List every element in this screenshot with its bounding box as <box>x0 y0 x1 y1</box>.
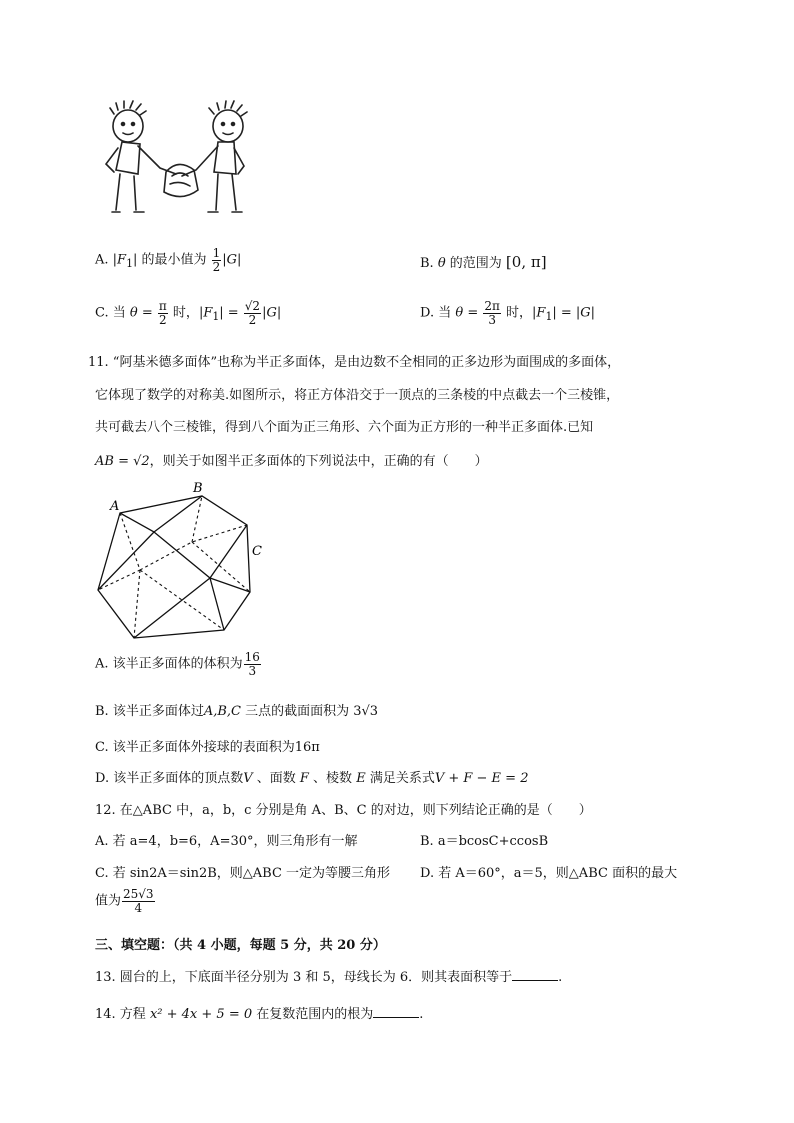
fraction <box>483 300 501 326</box>
q10-option-b <box>420 252 547 271</box>
fraction-denominator: 3 <box>248 663 257 678</box>
option-text: B. 该半正多面体过 <box>95 704 204 719</box>
fraction <box>244 651 261 677</box>
q12-option-b: B. a＝bcosC+ccosB <box>420 834 549 849</box>
math-var-v: V <box>243 771 253 786</box>
q11-prompt-text: ，则关于如图半正多面体的下列说法中，正确的有（ ） <box>149 454 488 469</box>
fraction-numerator: π <box>158 299 167 313</box>
vertex-label-a: A <box>110 499 120 514</box>
q11-option-c <box>95 736 320 755</box>
option-text: 的范围为 <box>445 256 506 271</box>
q11-line-4 <box>95 450 488 469</box>
math-var-e: E <box>356 771 366 786</box>
semi-regular-polyhedron-figure <box>92 480 272 645</box>
edge-solid <box>154 525 247 578</box>
math-var-f: F <box>299 771 309 786</box>
fraction <box>244 300 261 326</box>
math-abs-g: |G| <box>262 305 282 321</box>
math-range: [0, π] <box>505 253 547 271</box>
math-eq: | = <box>219 305 243 321</box>
math-value: 16π <box>294 740 320 755</box>
math-formula: V + F − E = 2 <box>434 771 529 786</box>
math-abs-f: |F <box>198 305 213 321</box>
fraction-denominator: 2 <box>248 312 257 327</box>
math-eq: = <box>463 305 483 321</box>
option-text: | 的最小值为 <box>132 252 207 268</box>
fraction-denominator: 2 <box>159 312 167 327</box>
fraction <box>212 247 222 273</box>
answer-blank[interactable] <box>512 968 558 981</box>
q12-option-c: C. 若 sin2A＝sin2B，则△ABC 一定为等腰三角形 <box>95 866 391 881</box>
q11-option-d <box>95 767 528 786</box>
q12-option-d-continued <box>95 888 156 914</box>
option-text: 三点的截面面积为 <box>240 704 354 719</box>
edge-solid <box>210 578 224 630</box>
fraction-numerator: √2 <box>244 299 261 313</box>
math-subscript: 1 <box>212 310 220 324</box>
q11-option-a <box>95 651 262 677</box>
q14 <box>95 1003 423 1022</box>
option-letter: B. <box>420 256 434 271</box>
math-ab-equals: AB = √2 <box>95 454 150 469</box>
option-letter: D. <box>420 305 435 321</box>
math-value: 3√3 <box>353 704 379 719</box>
option-text: 时， <box>501 305 533 321</box>
option-text: 当 <box>112 305 130 321</box>
fraction-numerator: 2π <box>484 299 500 313</box>
math-eq: | = |G| <box>552 305 596 321</box>
question-text: 13. 圆台的上，下底面半径分别为 3 和 5，母线长为 6．则其表面积等于 <box>95 970 513 985</box>
question-text: 在复数范围内的根为 <box>252 1007 374 1022</box>
math-equation: x² + 4x + 5 = 0 <box>149 1007 253 1022</box>
q11-line-3: 共可截去八个三棱锥，得到八个面为正三角形、六个面为正方形的一种半正多面体.已知 <box>95 420 594 435</box>
fraction-denominator: 3 <box>488 312 496 327</box>
option-text: 当 <box>438 305 456 321</box>
section-title-fill-in: 三、填空题：（共 4 小题，每题 5 分，共 20 分） <box>95 938 386 953</box>
answer-blank[interactable] <box>373 1005 419 1018</box>
option-text: A. 该半正多面体的体积为 <box>95 656 243 672</box>
vertex-label-b: B <box>193 481 203 496</box>
q10-option-a <box>95 247 241 273</box>
q11-line-2: 它体现了数学的对称美.如图所示，将正方体沿交于一顶点的三条棱的中点截去一个三棱锥， <box>95 388 620 403</box>
option-letter: A. <box>95 252 109 268</box>
question-end: . <box>558 970 563 985</box>
fraction <box>158 300 168 326</box>
math-subscript: 1 <box>545 310 553 324</box>
q12-option-d: D. 若 A＝60°，a＝5，则△ABC 面积的最大 <box>420 866 678 881</box>
edge-hidden <box>98 513 140 590</box>
math-eq: = <box>137 305 157 321</box>
fraction-denominator: 2 <box>212 259 221 274</box>
q11-line-1: 11. “阿基米德多面体”也称为半正多面体，是由边数不全相同的正多边形为面围成的多面体， <box>88 355 621 370</box>
edge-solid <box>120 496 202 532</box>
math-points: A,B,C <box>203 704 241 719</box>
option-text: 值为 <box>95 893 122 909</box>
option-text: 满足关系式 <box>365 771 435 786</box>
fraction-numerator: 25√3 <box>123 887 154 901</box>
q11-option-b <box>95 700 378 719</box>
math-abs-f: |F <box>532 305 546 321</box>
option-text: C. 该半正多面体外接球的表面积为 <box>95 740 295 755</box>
option-text: D. 该半正多面体的顶点数 <box>95 771 244 786</box>
fraction-numerator: 1 <box>212 246 221 260</box>
option-text: 、棱数 <box>308 771 357 786</box>
option-letter: C. <box>95 305 109 321</box>
option-text: 时， <box>168 305 199 321</box>
math-abs-g: |G| <box>222 252 242 268</box>
q10-option-c <box>95 300 281 326</box>
math-subscript: 1 <box>126 257 133 271</box>
q10-option-d <box>420 300 595 326</box>
edge-hidden <box>192 542 250 592</box>
math-theta: θ <box>455 305 464 321</box>
question-end: . <box>419 1007 424 1022</box>
q13 <box>95 966 562 985</box>
math-theta: θ <box>437 256 446 271</box>
math-abs-f: |F <box>112 252 127 268</box>
fraction-denominator: 4 <box>134 900 143 915</box>
edge-solid <box>210 578 250 592</box>
vertex-label-c: C <box>252 544 262 559</box>
boys-lifting-bag-illustration <box>96 100 266 230</box>
fraction <box>122 888 155 914</box>
question-text: 14. 方程 <box>95 1007 150 1022</box>
edge-solid <box>134 578 210 638</box>
edge-hidden <box>134 570 140 638</box>
q12-option-a: A. 若 a=4，b=6，A=30°，则三角形有一解 <box>95 834 358 849</box>
fraction-numerator: 16 <box>244 650 260 664</box>
option-text: 、面数 <box>252 771 300 786</box>
math-theta: θ <box>129 305 138 321</box>
q12-stem: 12. 在△ABC 中，a，b，c 分别是角 A、B、C 的对边，则下列结论正确的是（ ） <box>95 803 592 818</box>
